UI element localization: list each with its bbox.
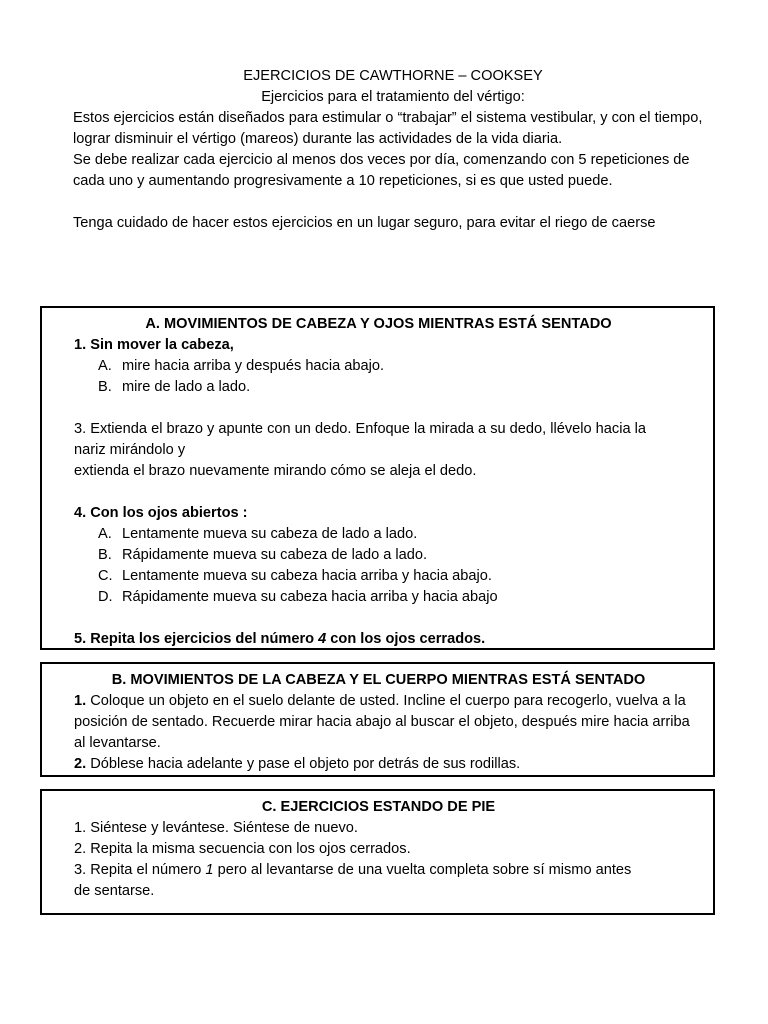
section-c-item-3: 3. Repita el número 1 pero al levantarse de una vuelta completa sobre sí mismo antes de sentarse. [74, 862, 632, 899]
section-b-title: B. MOVIMIENTOS DE LA CABEZA Y EL CUERPO MIENTRAS ESTÁ SENTADO [111, 672, 646, 688]
section-a-item-1: 1. Sin mover la cabeza, [74, 337, 234, 353]
section-b-box [40, 662, 715, 777]
section-a-item-3: 3. Extienda el brazo y apunte con un dedo. Enfoque la mirada a su dedo, llévelo hacia la nariz mirándolo y [74, 421, 646, 458]
document-title: EJERCICIOS DE CAWTHORNE – COOKSEY [243, 68, 543, 84]
intro-paragraph-frequency: Se debe realizar cada ejercicio al menos dos veces por día, comenzando con 5 repeticiones de cada uno y aumentando progresivamente a 10 repeticiones, si es que usted puede. [73, 152, 690, 189]
section-a-item-4-list [98, 524, 703, 608]
intro-paragraph-safety: Tenga cuidado de hacer estos ejercicios en un lugar seguro, para evitar el riego de caerse [73, 215, 656, 231]
intro-paragraph-purpose: Estos ejercicios están diseñados para estimular o “trabajar” el sistema vestibular, y con el tiempo, lograr disminuir el vértigo (mareos) durante las actividades de la vida diaria. [73, 110, 703, 147]
section-b-item-1: 1. Coloque un objeto en el suelo delante de usted. Incline el cuerpo para recogerlo, vuelva a la posición de sentado. Recuerde mirar hacia abajo al buscar el objeto, después mire hacia arriba al levantarse. [74, 693, 690, 751]
list-item: D. Rápidamente mueva su cabeza hacia arriba y hacia abajo [98, 589, 498, 605]
section-a-title: A. MOVIMIENTOS DE CABEZA Y OJOS MIENTRAS ESTÁ SENTADO [145, 316, 612, 332]
section-c-box [40, 789, 715, 915]
section-c-item-1: 1. Siéntese y levántese. Siéntese de nuevo. [74, 820, 358, 836]
list-item: B. Rápidamente mueva su cabeza de lado a lado. [98, 547, 428, 563]
section-a-box [40, 306, 715, 650]
section-b-item-2: 2. Dóblese hacia adelante y pase el objeto por detrás de sus rodillas. [74, 756, 521, 772]
section-c-item-2: 2. Repita la misma secuencia con los ojos cerrados. [74, 841, 411, 857]
section-a-item-3-continued: extienda el brazo nuevamente mirando cómo se aleja el dedo. [74, 463, 477, 479]
intro-block [73, 66, 713, 234]
section-a-item-1-list [98, 356, 703, 398]
section-a-item-5: 5. Repita los ejercicios del número 4 con los ojos cerrados. [74, 631, 486, 647]
section-c-title: C. EJERCICIOS ESTANDO DE PIE [261, 799, 496, 815]
list-item: A. Lentamente mueva su cabeza de lado a lado. [98, 526, 418, 542]
list-item: B. mire de lado a lado. [98, 379, 251, 395]
section-a-item-4: 4. Con los ojos abiertos : [74, 505, 248, 521]
list-item: A. mire hacia arriba y después hacia abajo. [98, 358, 385, 374]
list-item: C. Lentamente mueva su cabeza hacia arriba y hacia abajo. [98, 568, 492, 584]
document-subtitle: Ejercicios para el tratamiento del vértigo: [261, 89, 525, 105]
